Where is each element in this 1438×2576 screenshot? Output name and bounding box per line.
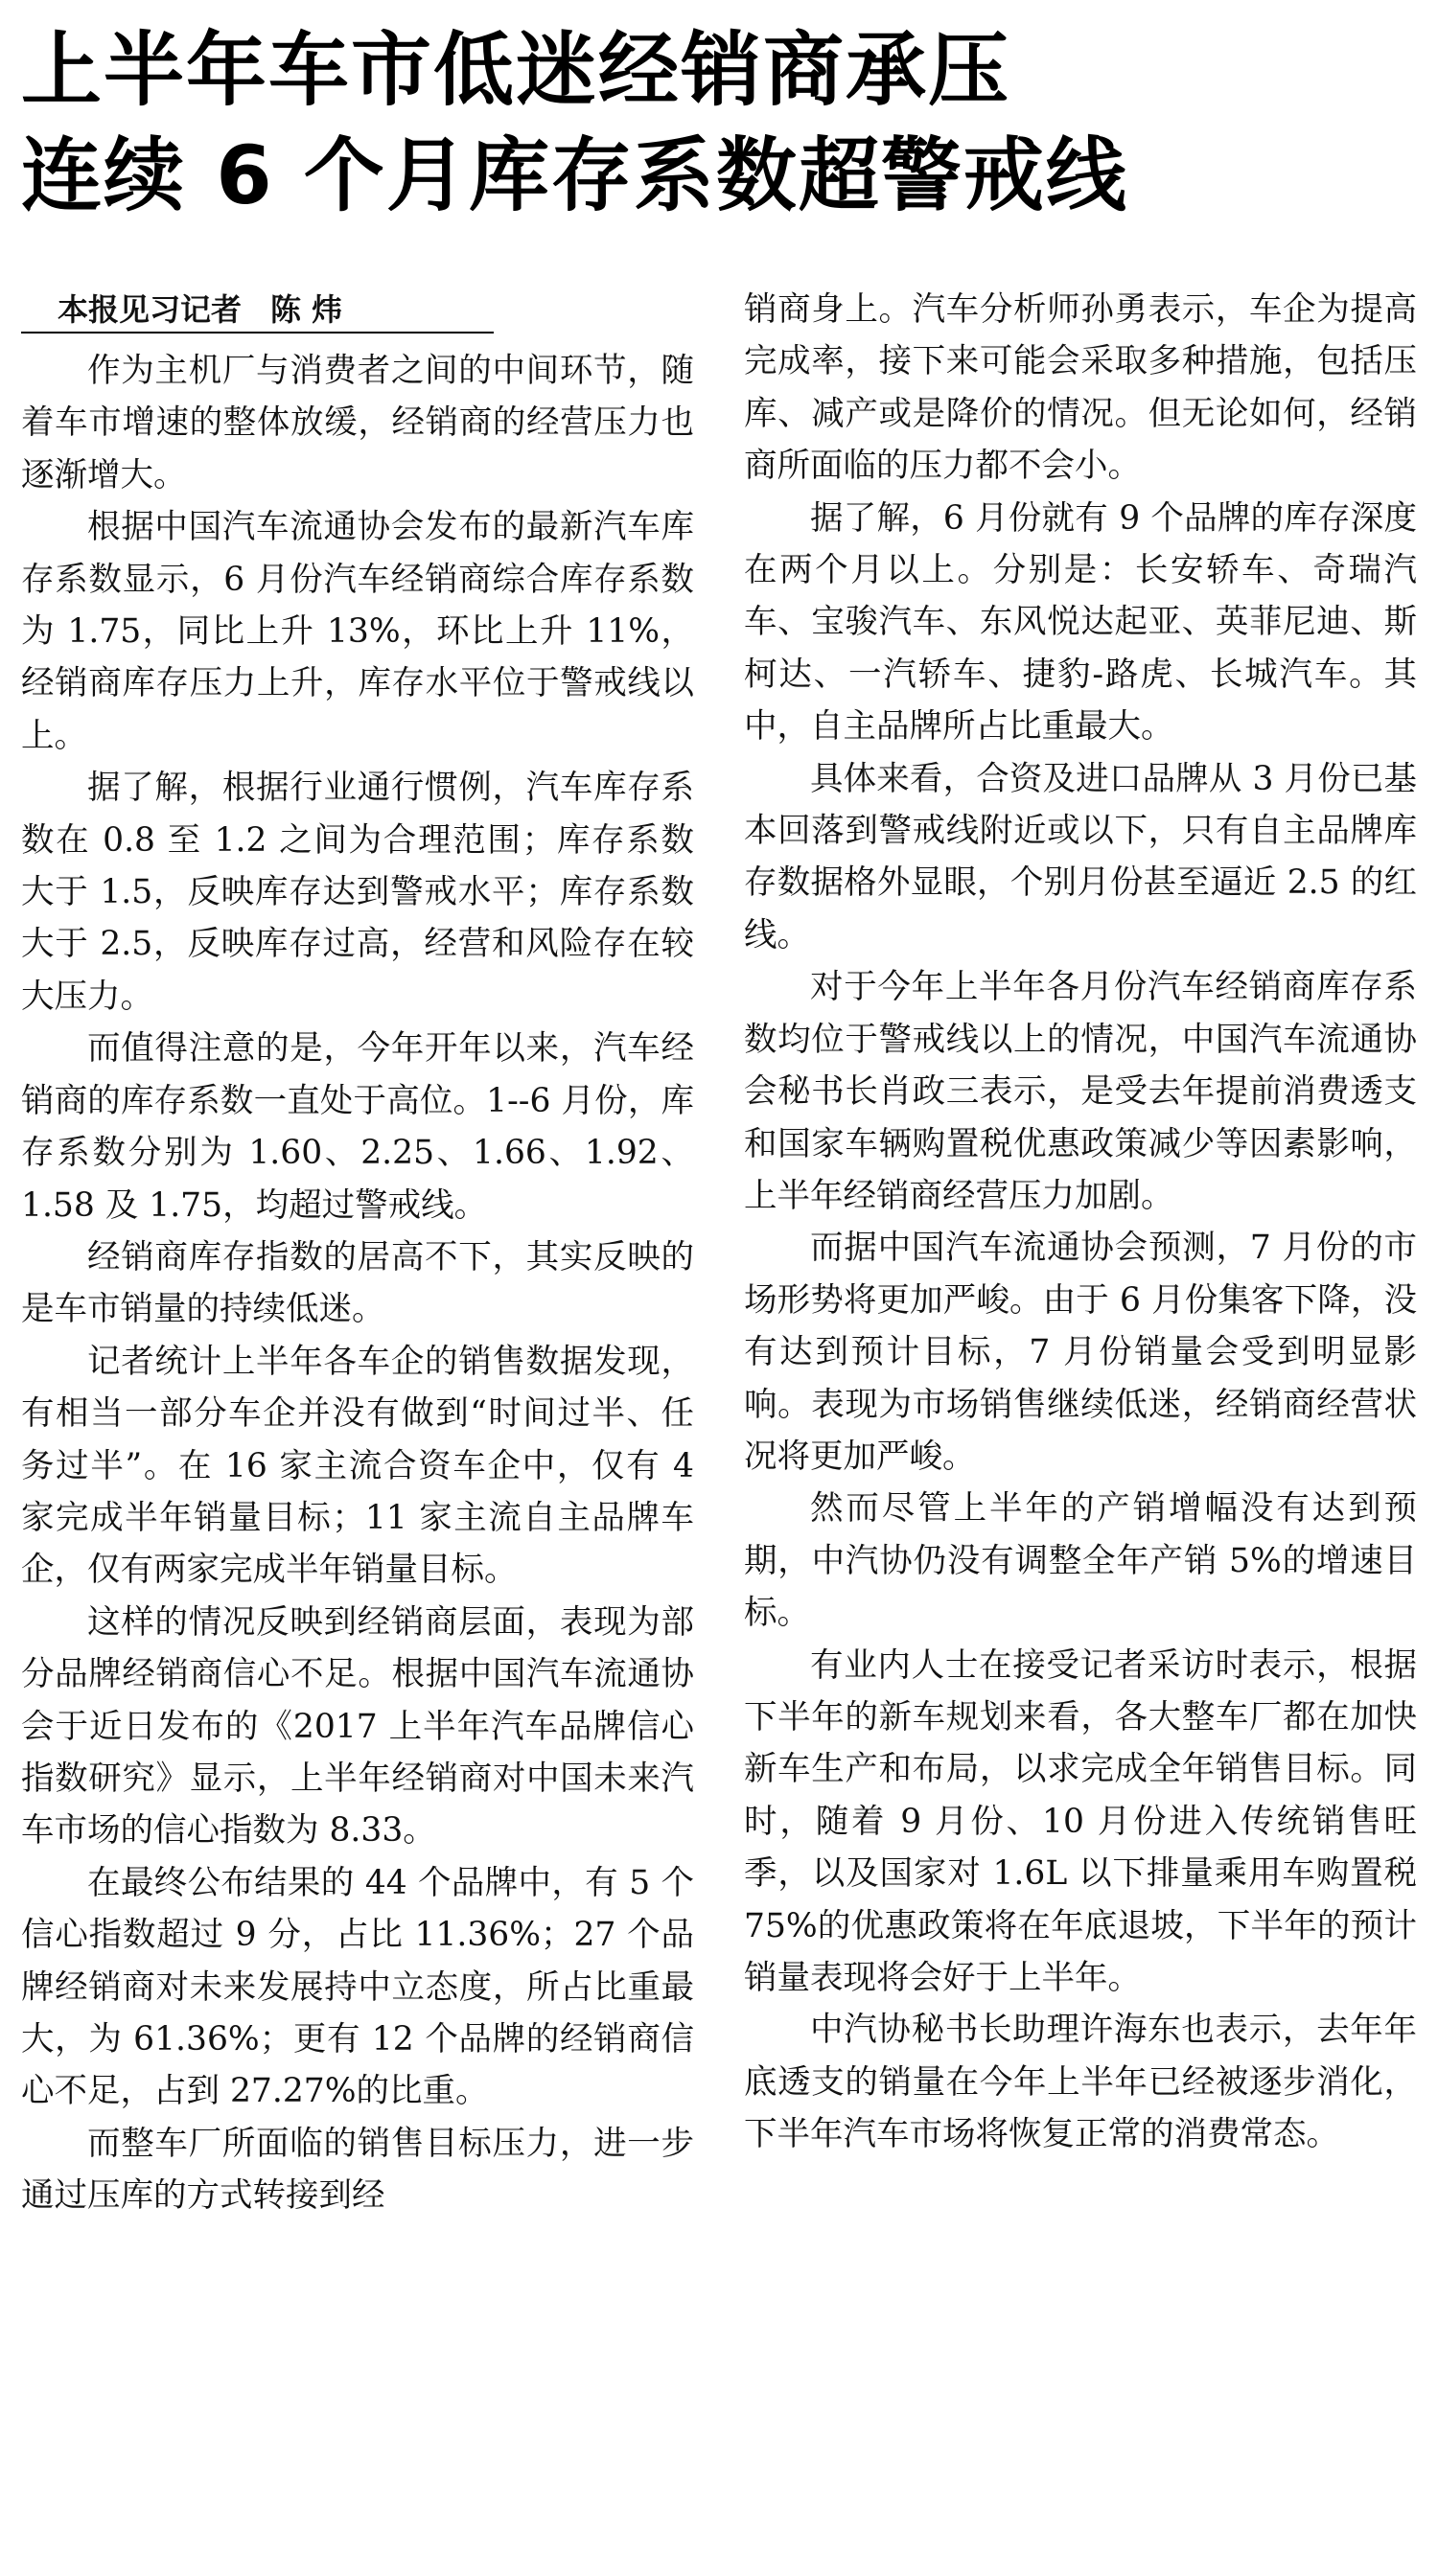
left-column	[21, 288, 694, 2222]
byline-author: 陈 炜	[270, 291, 343, 328]
paragraph: 根据中国汽车流通协会发布的最新汽车库存系数显示，6 月份汽车经销商综合库存系数为 1.75，同比上升 13%，环比上升 11%，经销商库存压力上升，库存水平位于警戒线以上。	[21, 508, 694, 755]
paragraph: 作为主机厂与消费者之间的中间环节，随着车市增速的整体放缓，经销商的经营压力也逐渐增大。	[21, 352, 694, 494]
paragraph: 在最终公布结果的 44 个品牌中，有 5 个信心指数超过 9 分，占比 11.36%；27 个品牌经销商对未来发展持中立态度，所占比重最大，为 61.36%；更有 12 个品牌的经销商信心不足，占到 27.27%的比重。	[21, 1863, 694, 2111]
paragraph: 而值得注意的是，今年开年以来，汽车经销商的库存系数一直处于高位。1--6 月份，库存系数分别为 1.60、2.25、1.66、1.92、1.58 及 1.75，均超过警戒线。	[21, 1029, 694, 1225]
headline	[21, 17, 1421, 228]
right-column	[744, 284, 1417, 2161]
paragraph: 对于今年上半年各月份汽车经销商库存系数均位于警戒线以上的情况，中国汽车流通协会秘书长肖政三表示，是受去年提前消费透支和国家车辆购置税优惠政策减少等因素影响，上半年经销商经营压力加剧。	[744, 968, 1417, 1215]
paragraph: 中汽协秘书长助理许海东也表示，去年年底透支的销量在今年上半年已经被逐步消化，下半年汽车市场将恢复正常的消费常态。	[744, 2011, 1417, 2154]
paragraph: 有业内人士在接受记者采访时表示，根据下半年的新车规划来看，各大整车厂都在加快新车生产和布局，以求完成全年销售目标。同时，随着 9 月份、10 月份进入传统销售旺季，以及国家对 1.6L 以下排量乘用车购置税 75%的优惠政策将在年底退坡，下半年的预计销量表现将会好于上半年。	[744, 1645, 1417, 1997]
paragraph: 记者统计上半年各车企的销售数据发现，有相当一部分车企并没有做到“时间过半、任务过半”。在 16 家主流合资车企中，仅有 4 家完成半年销量目标；11 家主流自主品牌车企，仅有两家完成半年销量目标。	[21, 1342, 694, 1590]
paragraph: 据了解，6 月份就有 9 个品牌的库存深度在两个月以上。分别是：长安轿车、奇瑞汽车、宝骏汽车、东风悦达起亚、英菲尼迪、斯柯达、一汽轿车、捷豹-路虎、长城汽车。其中，自主品牌所占比重最大。	[744, 498, 1417, 747]
paragraph-continuation: 销商身上。汽车分析师孙勇表示，车企为提高完成率，接下来可能会采取多种措施，包括压库、减产或是降价的情况。但无论如何，经销商所面临的压力都不会小。	[744, 290, 1417, 486]
paragraph: 经销商库存指数的居高不下，其实反映的是车市销量的持续低迷。	[21, 1237, 694, 1329]
paragraph: 然而尽管上半年的产销增幅没有达到预期，中汽协仍没有调整全年产销 5%的增速目标。	[744, 1489, 1417, 1633]
paragraph: 这样的情况反映到经销商层面，表现为部分品牌经销商信心不足。根据中国汽车流通协会于近日发布的《2017 上半年汽车品牌信心指数研究》显示，上半年经销商对中国未来汽车市场的信心指数为 8.33。	[21, 1602, 694, 1851]
headline-line-2: 连续 6 个月库存系数超警戒线	[21, 128, 1128, 222]
byline-role: 本报见习记者	[58, 291, 243, 328]
paragraph: 而据中国汽车流通协会预测，7 月份的市场形势将更加严峻。由于 6 月份集客下降，没有达到预计目标，7 月份销量会受到明显影响。表现为市场销售继续低迷，经销商经营状况将更加严峻。	[744, 1229, 1417, 1476]
paragraph: 据了解，根据行业通行惯例，汽车库存系数在 0.8 至 1.2 之间为合理范围；库存系数大于 1.5，反映库存达到警戒水平；库存系数大于 2.5，反映库存过高，经营和风险存在较大压力。	[21, 769, 694, 1016]
paragraph: 具体来看，合资及进口品牌从 3 月份已基本回落到警戒线附近或以下，只有自主品牌库存数据格外显眼，个别月份甚至逼近 2.5 的红线。	[744, 759, 1417, 954]
paragraph: 而整车厂所面临的销售目标压力，进一步通过压库的方式转接到经	[21, 2124, 694, 2216]
byline	[21, 288, 494, 334]
headline-line-1: 上半年车市低迷经销商承压	[21, 23, 1011, 117]
